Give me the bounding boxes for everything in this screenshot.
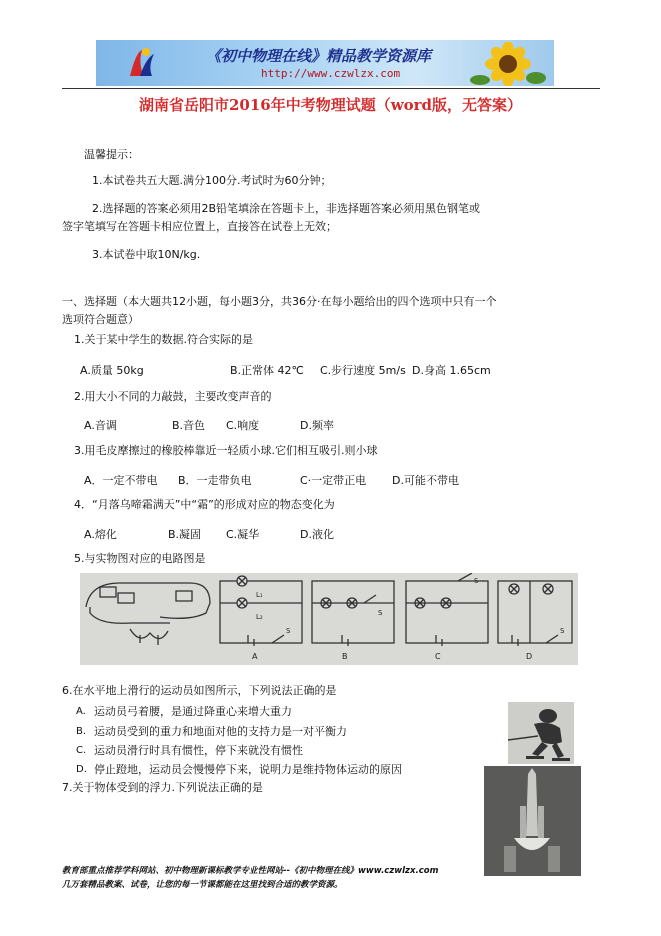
option-b: B.正常体 42℃ [230, 364, 304, 377]
footer-line: 教育部重点推荐学科网站、初中物理新课标教学专业性网站--《初中物理在线》www.czwlzx.com [62, 866, 439, 876]
component-label: L₁ [256, 591, 263, 599]
figure-label-b: B [342, 652, 348, 661]
question-stem: 6.在水平地上滑行的运动员如图所示，下列说法正确的是 [62, 684, 337, 697]
page-title: 湖南省岳阳市2016年中考物理试题（word版，无答案） [138, 96, 523, 114]
tip-item: 签字笔填写在答题卡相应位置上，直接答在试卷上无效； [62, 220, 337, 233]
option-letter: B. [76, 726, 87, 737]
question-stem: 5.与实物图对应的电路图是 [74, 552, 206, 565]
section-heading: 一、选择题（本大题共12小题，每小题3分，共36分·在每小题给出的四个选项中只有一个 [62, 295, 497, 308]
component-label: S [286, 627, 291, 635]
question-stem: 1.关于某中学生的数据.符合实际的是 [74, 333, 253, 346]
option-c: C·一定带正电 [300, 474, 367, 487]
option-c: 运动员滑行时具有惯性，停下来就没有惯性 [94, 744, 303, 757]
figure-label-a: A [252, 652, 258, 661]
tip-item: 3.本试卷中取10N/kg. [92, 248, 201, 261]
section-heading: 选项符合题意） [62, 313, 139, 326]
option-c: C.步行速度 5m/s [320, 364, 406, 377]
skater-image [508, 702, 574, 764]
sunflower-icon [468, 42, 548, 86]
component-label: L₂ [256, 613, 263, 621]
option-letter: D. [76, 764, 87, 775]
component-label: S [378, 609, 383, 617]
option-a: 运动员弓着腰，是通过降重心来增大重力 [94, 705, 292, 718]
czwlzx-logo-icon [122, 44, 160, 82]
circuit-figure [80, 573, 578, 665]
tip-item: 2.选择题的答案必须用2B铅笔填涂在答题卡上，非选择题答案必须用黑色钢笔或 [92, 202, 481, 215]
tip-item: 1.本试卷共五大题.满分100分.考试时为60分钟； [92, 174, 332, 187]
circuit-diagrams [80, 573, 578, 665]
option-c: C.响度 [226, 419, 260, 432]
option-d: D.可能不带电 [392, 474, 459, 487]
option-b: B.音色 [172, 419, 206, 432]
footer-line: 几万套精品教案、试卷，让您的每一节课都能在这里找到合适的教学资源。 [62, 880, 343, 890]
option-d: 停止蹬地，运动员会慢慢停下来，说明力是维持物体运动的原因 [94, 763, 402, 776]
component-label: S [474, 577, 479, 585]
option-d: D.频率 [300, 419, 334, 432]
skater-icon [508, 702, 574, 764]
question-stem: 4．“月落乌啼霜满天”中“霜”的形成对应的物态变化为 [74, 498, 335, 511]
option-b: B.凝固 [168, 528, 202, 541]
rocket-icon [484, 766, 581, 876]
option-d: D.液化 [300, 528, 334, 541]
option-a: A．一定不带电 [84, 474, 158, 487]
option-b: B．一走带负电 [178, 474, 252, 487]
option-d: D.身高 1.65cm [412, 364, 491, 377]
option-b: 运动员受到的重力和地面对他的支持力是一对平衡力 [94, 725, 347, 738]
option-a: A.质量 50kg [80, 364, 144, 377]
option-letter: A. [76, 706, 86, 717]
header-banner [96, 40, 554, 86]
tips-heading: 温馨提示： [84, 148, 139, 161]
figure-label-d: D [526, 652, 533, 661]
option-letter: C. [76, 745, 87, 756]
rocket-image [484, 766, 581, 876]
option-a: A.熔化 [84, 528, 117, 541]
option-c: C.凝华 [226, 528, 260, 541]
question-stem: 7.关于物体受到的浮力.下列说法正确的是 [62, 781, 263, 794]
component-label: S [560, 627, 565, 635]
figure-label-c: C [435, 652, 441, 661]
banner-url[interactable]: http://www.czwlzx.com [261, 67, 401, 80]
option-a: A.音调 [84, 419, 117, 432]
question-stem: 3.用毛皮摩擦过的橡胶棒靠近一轻质小球.它们相互吸引.则小球 [74, 444, 378, 457]
question-stem: 2.用大小不同的力敲鼓，主要改变声音的 [74, 390, 272, 403]
banner-title: 《初中物理在线》精品教学资源库 [206, 47, 432, 65]
header-rule [62, 88, 600, 89]
